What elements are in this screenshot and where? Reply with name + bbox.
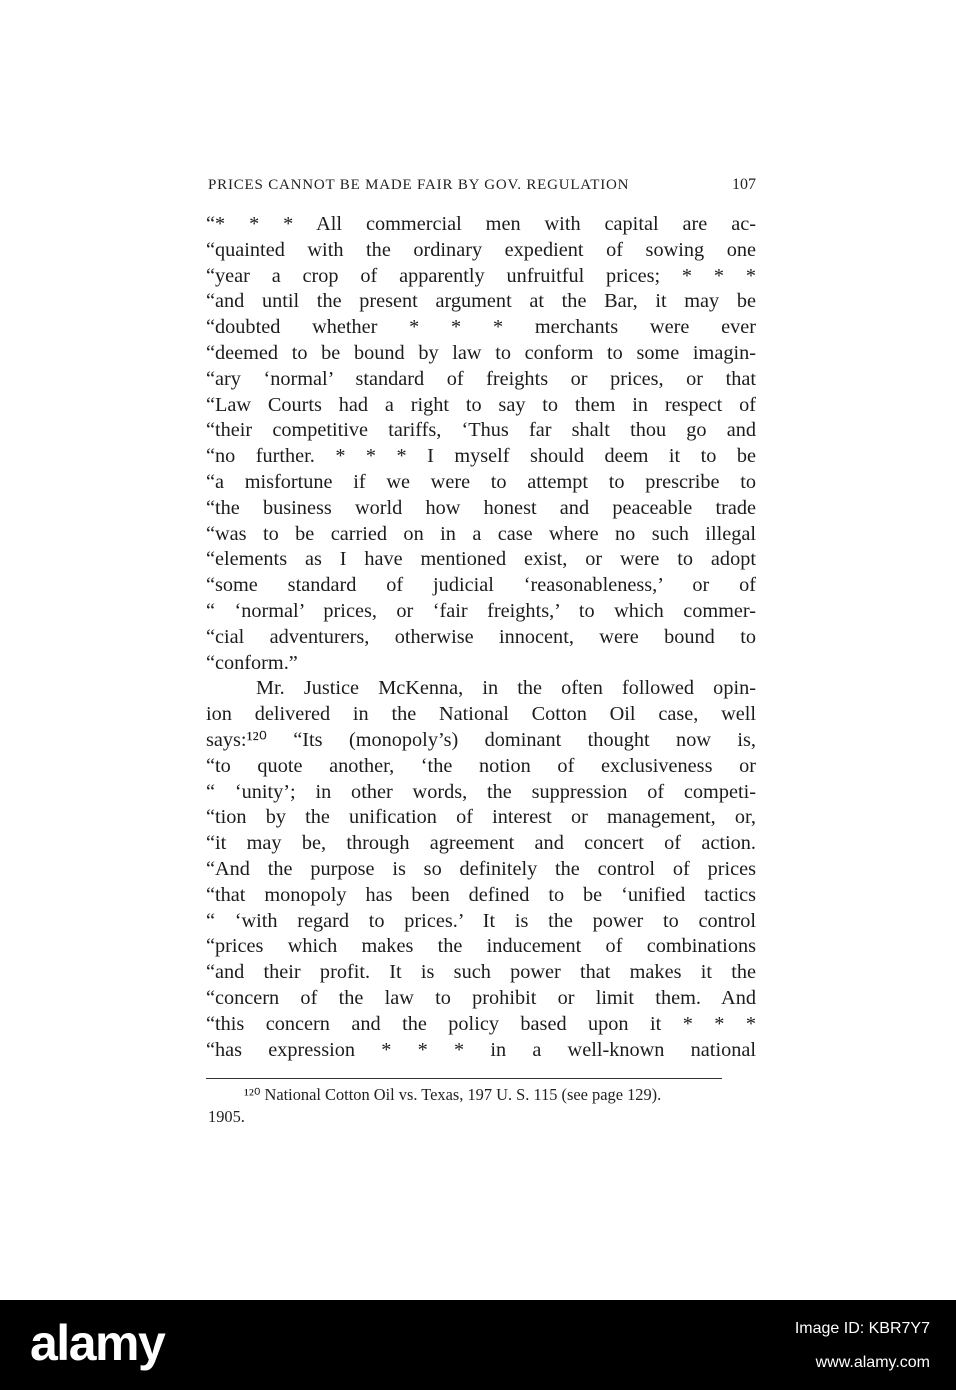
text-line: “prices which makes the inducement of combinations <box>206 935 756 958</box>
text-line: ion delivered in the National Cotton Oil case, well <box>206 703 756 726</box>
text-line: “and their profit. It is such power that makes it the <box>206 961 756 984</box>
footnote-rule <box>206 1078 722 1079</box>
text-line: “Law Courts had a right to say to them in respect of <box>206 393 756 416</box>
text-line: “that monopoly has been defined to be ‘unified tactics <box>206 883 756 906</box>
image-id-label: Image ID: KBR7Y7 <box>794 1320 930 1337</box>
text-line: “and until the present argument at the Bar, it may be <box>206 290 756 313</box>
text-line: “to quote another, ‘the notion of exclusiveness or <box>206 754 756 777</box>
text-line: “ary ‘normal’ standard of freights or prices, or that <box>206 367 756 390</box>
text-line: “the business world how honest and peaceable trade <box>206 496 756 519</box>
text-line: “tion by the unification of interest or management, or, <box>206 806 756 829</box>
text-line: “ ‘normal’ prices, or ‘fair freights,’ to which commer- <box>206 599 756 622</box>
text-line: “cial adventurers, otherwise innocent, were bound to <box>206 625 756 648</box>
text-line: “some standard of judicial ‘reasonableness,’ or of <box>206 574 756 597</box>
footnote-line: ¹²⁰ National Cotton Oil vs. Texas, 197 U. S. 115 (see page 129). <box>244 1085 662 1104</box>
text-line: Mr. Justice McKenna, in the often followed opin- <box>256 677 756 700</box>
text-line: “it may be, through agreement and concert of action. <box>206 832 756 855</box>
text-line: “deemed to be bound by law to conform to some imagin- <box>206 341 756 364</box>
text-line: “doubted whether * * * merchants were ever <box>206 316 756 339</box>
text-line: “concern of the law to prohibit or limit them. And <box>206 986 756 1009</box>
text-line: “has expression * * * in a well-known national <box>206 1038 756 1061</box>
text-line: “elements as I have mentioned exist, or were to adopt <box>206 548 756 571</box>
text-line: “was to be carried on in a case where no such illegal <box>206 522 756 545</box>
text-line: “ ‘with regard to prices.’ It is the power to control <box>206 909 756 932</box>
text-line: “And the purpose is so definitely the control of prices <box>206 857 756 880</box>
text-line: “quainted with the ordinary expedient of sowing one <box>206 238 756 261</box>
text-line: “* * * All commercial men with capital are ac- <box>206 213 756 235</box>
alamy-logo: alamy <box>30 1315 165 1371</box>
text-line: “conform.” <box>206 651 298 674</box>
running-head <box>208 176 756 194</box>
text-line: “a misfortune if we were to attempt to prescribe to <box>206 470 756 493</box>
text-line: “ ‘unity’; in other words, the suppression of competi- <box>206 780 756 803</box>
text-line: “no further. * * * I myself should deem it to be <box>206 445 756 468</box>
footnote-line: 1905. <box>208 1107 245 1126</box>
page-number: 107 <box>732 176 756 193</box>
footnote <box>208 1084 756 1128</box>
stock-watermark-bar <box>0 1300 956 1390</box>
text-line: says:¹²⁰ “Its (monopoly’s) dominant thought now is, <box>206 728 756 751</box>
running-head-title: PRICES CANNOT BE MADE FAIR BY GOV. REGULATION <box>208 177 630 193</box>
text-line: “their competitive tariffs, ‘Thus far shalt thou go and <box>206 419 756 442</box>
site-url: www.alamy.com <box>815 1354 930 1371</box>
text-line: “this concern and the policy based upon it * * * <box>206 1012 756 1035</box>
body-text <box>206 212 756 1063</box>
text-line: “year a crop of apparently unfruitful prices; * * * <box>206 264 756 287</box>
